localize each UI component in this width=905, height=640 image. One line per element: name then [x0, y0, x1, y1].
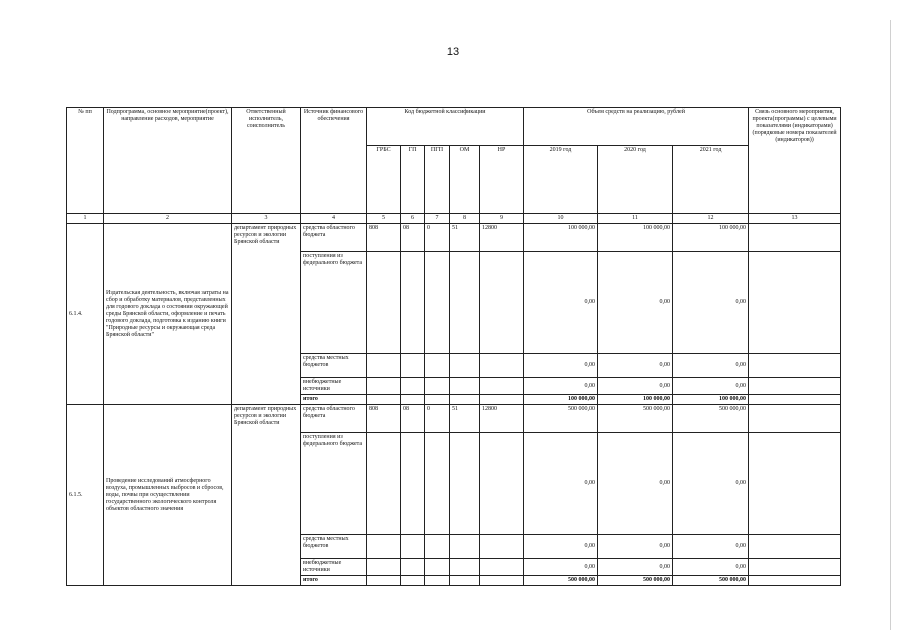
nr-cell: [480, 395, 524, 405]
amount-2019: 500 000,00: [524, 576, 598, 586]
om-cell: [450, 535, 480, 559]
om-cell: [450, 559, 480, 576]
header-year-2020: 2020 год: [598, 146, 673, 214]
page-number: 13: [446, 46, 460, 58]
gp-cell: [401, 378, 425, 395]
amount-2021: 0,00: [673, 559, 749, 576]
item-name: Издательская деятельность, включая затраты на сбор и обработку материалов, представленных для годового доклада о состоянии окружающей среды Брянской области, оформление и печать годового доклада, подготовка к изданию книги "Природные ресурсы и окружающая среда Брянской области": [104, 224, 232, 405]
pgp-cell: [425, 535, 450, 559]
nr-cell: [480, 433, 524, 535]
header-gp: ГП: [401, 146, 425, 214]
gp-cell: [401, 433, 425, 535]
amount-2021: 0,00: [673, 252, 749, 354]
om-cell: [450, 354, 480, 378]
nr-cell: 12800: [480, 405, 524, 433]
nr-cell: 12800: [480, 224, 524, 252]
pgp-cell: [425, 576, 450, 586]
header-grbs: ГРБС: [367, 146, 401, 214]
amount-2020: 0,00: [598, 252, 673, 354]
column-number: 1: [67, 214, 104, 224]
grbs-cell: [367, 354, 401, 378]
item-number: 6.1.5.: [67, 405, 104, 586]
grbs-cell: [367, 378, 401, 395]
pgp-cell: 0: [425, 224, 450, 252]
pgp-cell: [425, 559, 450, 576]
header-link: Связь основного мероприятия, проекта(программы) с целевыми показателями (индикаторами) (порядковые номера показателей (индикаторов)): [749, 108, 841, 214]
column-number: 12: [673, 214, 749, 224]
amount-2021: 0,00: [673, 354, 749, 378]
gp-cell: [401, 354, 425, 378]
column-number-row: [67, 214, 841, 224]
pgp-cell: [425, 378, 450, 395]
item-executor: департамент природных ресурсов и экологии Брянской области: [232, 405, 301, 586]
grbs-cell: [367, 576, 401, 586]
amount-2021: 0,00: [673, 433, 749, 535]
indicator-link-cell: [749, 576, 841, 586]
pgp-cell: [425, 433, 450, 535]
amount-2020: 100 000,00: [598, 395, 673, 405]
column-number: 4: [301, 214, 367, 224]
funding-source: итого: [301, 395, 367, 405]
amount-2020: 100 000,00: [598, 224, 673, 252]
column-number: 5: [367, 214, 401, 224]
gp-cell: 08: [401, 224, 425, 252]
grbs-cell: [367, 395, 401, 405]
funding-source: средства местных бюджетов: [301, 535, 367, 559]
indicator-link-cell: [749, 224, 841, 252]
header-nr: НР: [480, 146, 524, 214]
funding-source: средства областного бюджета: [301, 224, 367, 252]
amount-2020: 500 000,00: [598, 405, 673, 433]
gp-cell: [401, 576, 425, 586]
amount-2021: 0,00: [673, 535, 749, 559]
gp-cell: [401, 395, 425, 405]
nr-cell: [480, 354, 524, 378]
grbs-cell: [367, 252, 401, 354]
header-year-2019: 2019 год: [524, 146, 598, 214]
funding-source: внебюджетные источники: [301, 378, 367, 395]
amount-2019: 500 000,00: [524, 405, 598, 433]
om-cell: [450, 576, 480, 586]
nr-cell: [480, 378, 524, 395]
amount-2021: 100 000,00: [673, 224, 749, 252]
item-name: Проведение исследований атмосферного воздуха, промышленных выбросов и сбросов, воды, почвы при осуществлении государственного экологического контроля объектов областного значения: [104, 405, 232, 586]
amount-2019: 0,00: [524, 354, 598, 378]
column-number: 3: [232, 214, 301, 224]
amount-2021: 500 000,00: [673, 576, 749, 586]
indicator-link-cell: [749, 395, 841, 405]
header-year-2021: 2021 год: [673, 146, 749, 214]
indicator-link-cell: [749, 354, 841, 378]
om-cell: 51: [450, 405, 480, 433]
gp-cell: [401, 252, 425, 354]
budget-table: [66, 107, 841, 586]
header-subprogram: Подпрограмма, основное мероприятие(проект), направление расходов, мероприятие: [104, 108, 232, 214]
funding-row: [67, 405, 841, 433]
grbs-cell: [367, 433, 401, 535]
item-executor: департамент природных ресурсов и экологии Брянской области: [232, 224, 301, 405]
amount-2019: 0,00: [524, 252, 598, 354]
funding-source: итого: [301, 576, 367, 586]
column-number: 13: [749, 214, 841, 224]
pgp-cell: [425, 252, 450, 354]
column-number: 2: [104, 214, 232, 224]
header-row-1: [67, 108, 841, 146]
amount-2019: 0,00: [524, 433, 598, 535]
item-number: 6.1.4.: [67, 224, 104, 405]
grbs-cell: 808: [367, 405, 401, 433]
pgp-cell: [425, 395, 450, 405]
header-executor: Ответственный исполнитель, соисполнитель: [232, 108, 301, 214]
om-cell: [450, 433, 480, 535]
amount-2021: 100 000,00: [673, 395, 749, 405]
grbs-cell: 808: [367, 224, 401, 252]
indicator-link-cell: [749, 252, 841, 354]
funding-source: поступления из федерального бюджета: [301, 252, 367, 354]
column-number: 11: [598, 214, 673, 224]
gp-cell: 08: [401, 405, 425, 433]
column-number: 8: [450, 214, 480, 224]
scan-edge-line: [890, 20, 891, 630]
amount-2020: 0,00: [598, 559, 673, 576]
amount-2019: 100 000,00: [524, 395, 598, 405]
om-cell: 51: [450, 224, 480, 252]
amount-2020: 0,00: [598, 535, 673, 559]
nr-cell: [480, 559, 524, 576]
indicator-link-cell: [749, 433, 841, 535]
column-number: 7: [425, 214, 450, 224]
column-number: 10: [524, 214, 598, 224]
funding-source: внебюджетные источники: [301, 559, 367, 576]
amount-2020: 0,00: [598, 354, 673, 378]
om-cell: [450, 395, 480, 405]
nr-cell: [480, 535, 524, 559]
header-source: Источник финансового обеспечения: [301, 108, 367, 214]
header-budget-code: Код бюджетной классификации: [367, 108, 524, 146]
gp-cell: [401, 535, 425, 559]
amount-2019: 0,00: [524, 559, 598, 576]
amount-2019: 0,00: [524, 535, 598, 559]
header-pgp: ПГП: [425, 146, 450, 214]
header-no: № пп: [67, 108, 104, 214]
amount-2020: 0,00: [598, 433, 673, 535]
om-cell: [450, 378, 480, 395]
funding-source: средства местных бюджетов: [301, 354, 367, 378]
amount-2021: 0,00: [673, 378, 749, 395]
funding-row: [67, 224, 841, 252]
nr-cell: [480, 576, 524, 586]
amount-2021: 500 000,00: [673, 405, 749, 433]
pgp-cell: [425, 354, 450, 378]
indicator-link-cell: [749, 535, 841, 559]
grbs-cell: [367, 559, 401, 576]
indicator-link-cell: [749, 405, 841, 433]
amount-2019: 100 000,00: [524, 224, 598, 252]
indicator-link-cell: [749, 378, 841, 395]
amount-2020: 0,00: [598, 378, 673, 395]
gp-cell: [401, 559, 425, 576]
grbs-cell: [367, 535, 401, 559]
column-number: 6: [401, 214, 425, 224]
nr-cell: [480, 252, 524, 354]
column-number: 9: [480, 214, 524, 224]
header-om: ОМ: [450, 146, 480, 214]
indicator-link-cell: [749, 559, 841, 576]
pgp-cell: 0: [425, 405, 450, 433]
amount-2019: 0,00: [524, 378, 598, 395]
funding-source: средства областного бюджета: [301, 405, 367, 433]
amount-2020: 500 000,00: [598, 576, 673, 586]
funding-source: поступления из федерального бюджета: [301, 433, 367, 535]
om-cell: [450, 252, 480, 354]
header-volume: Объем средств на реализацию, рублей: [524, 108, 749, 146]
